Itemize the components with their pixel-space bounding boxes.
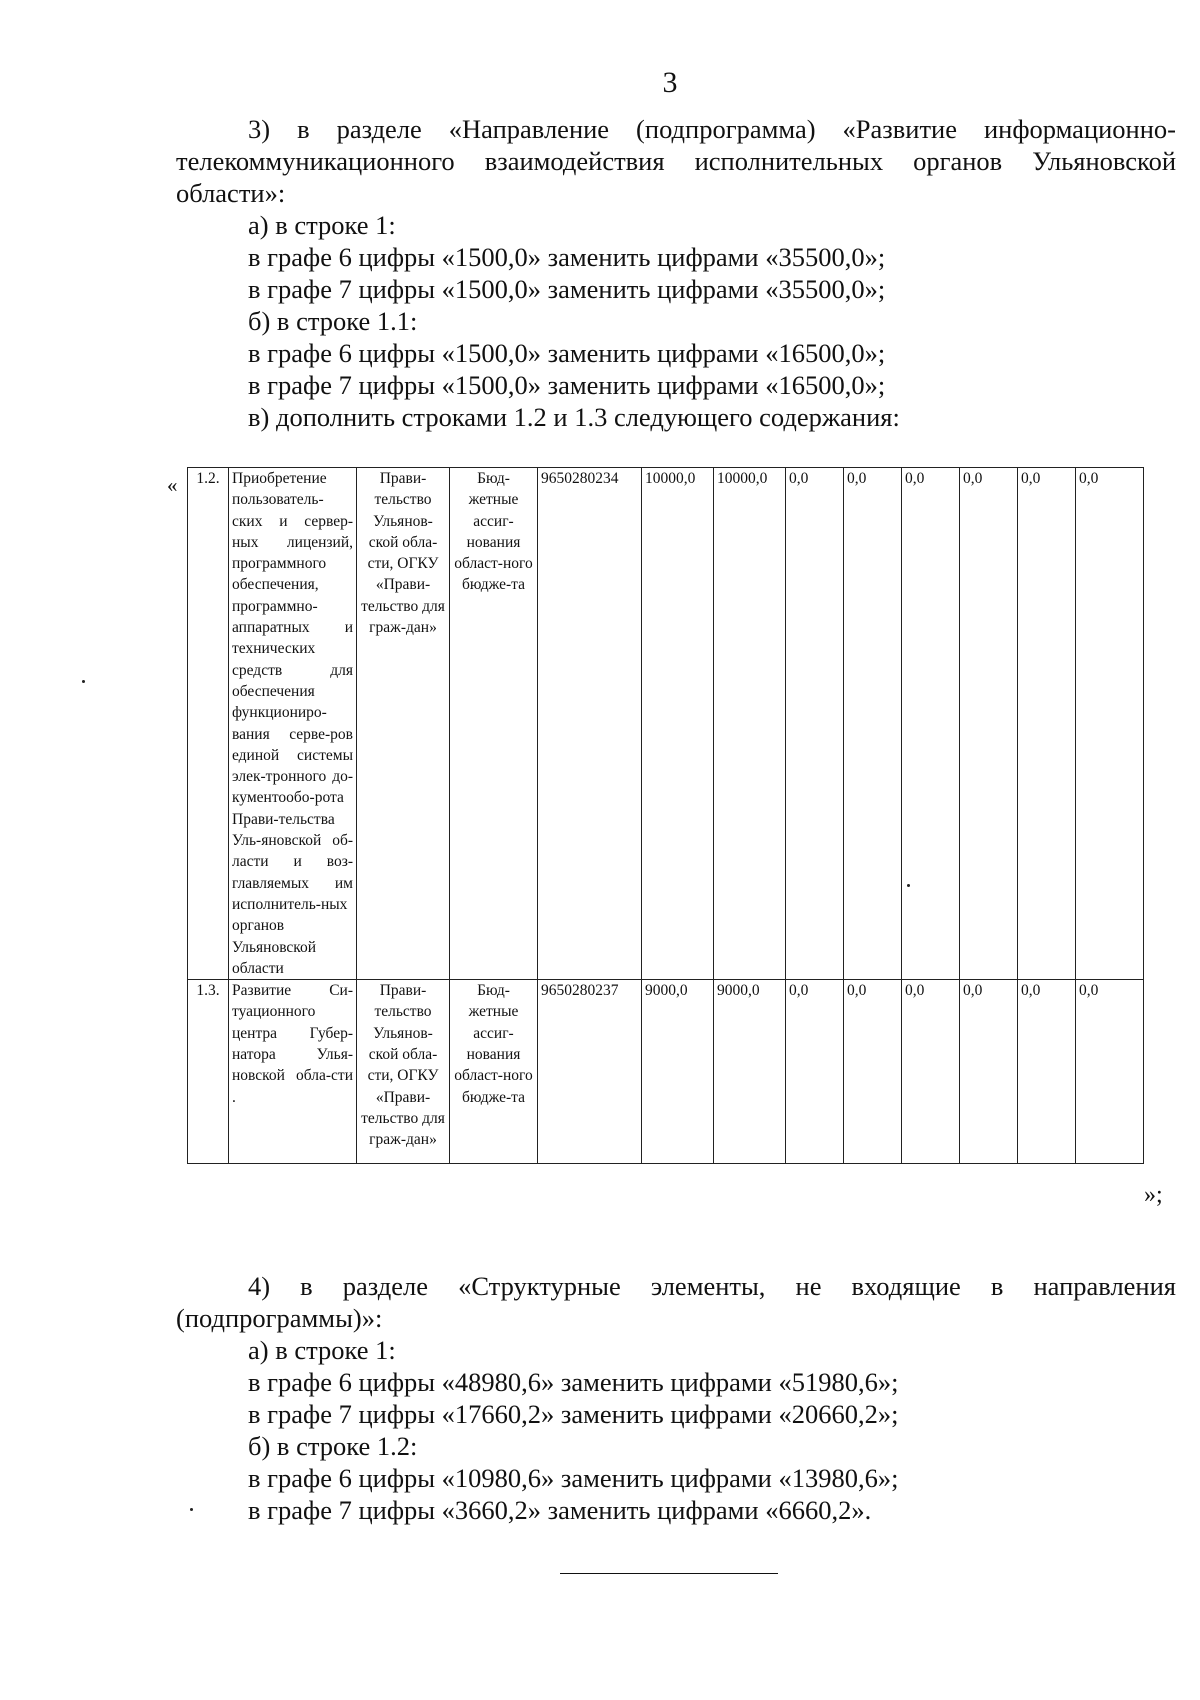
inserted-rows-table: [187, 467, 1144, 1164]
scan-speck: [190, 1508, 193, 1511]
row-value: 10000,0: [642, 468, 714, 980]
row-executor: Прави-тельство Ульянов-ской обла-сти, ОГКУ «Прави-тельство для граж-дан»: [357, 980, 450, 1164]
clause-b: б) в строке 1.1:: [248, 306, 418, 336]
row-funding-source: Бюд-жетные ассиг-нования област-ного бюдже-та: [450, 980, 538, 1164]
section-3-heading: 3) в разделе «Направление (подпрограмма) «Развитие информационно-телекоммуникационного взаимодействия исполнительных органов Ульяновской области»:: [176, 114, 1176, 208]
clause-a-col7: в графе 7 цифры «1500,0» заменить цифрами «35500,0»;: [248, 274, 886, 304]
row-value: 0,0: [1076, 468, 1144, 980]
clause-b-col6: в графе 6 цифры «1500,0» заменить цифрами «16500,0»;: [248, 338, 886, 368]
row-value: 0,0: [902, 980, 960, 1164]
end-rule: [560, 1573, 778, 1574]
row-code: 9650280237: [538, 980, 642, 1164]
row-executor: Прави-тельство Ульянов-ской обла-сти, ОГКУ «Прави-тельство для граж-дан»: [357, 468, 450, 980]
row-code: 9650280234: [538, 468, 642, 980]
clause-v: в) дополнить строками 1.2 и 1.3 следующего содержания:: [248, 402, 900, 432]
row-value: 0,0: [786, 980, 844, 1164]
clause-a-col6: в графе 6 цифры «48980,6» заменить цифрами «51980,6»;: [248, 1367, 899, 1397]
section-4-heading: 4) в разделе «Структурные элементы, не входящие в направления (подпрограммы)»:: [176, 1271, 1176, 1333]
row-value: 0,0: [960, 468, 1018, 980]
row-funding-source: Бюд-жетные ассиг-нования област-ного бюдже-та: [450, 468, 538, 980]
amendment-section-3: [176, 113, 1176, 433]
row-value: 0,0: [844, 980, 902, 1164]
row-value: 0,0: [844, 468, 902, 980]
clause-b: б) в строке 1.2:: [248, 1431, 418, 1461]
closing-quote: »;: [1144, 1182, 1163, 1208]
clause-a-col7: в графе 7 цифры «17660,2» заменить цифрами «20660,2»;: [248, 1399, 899, 1429]
row-value: 0,0: [1018, 468, 1076, 980]
clause-b-col6: в графе 6 цифры «10980,6» заменить цифрами «13980,6»;: [248, 1463, 899, 1493]
row-number: 1.2.: [188, 468, 229, 980]
amendment-section-4: [176, 1270, 1176, 1526]
table-row: [188, 468, 1144, 980]
row-value: 9000,0: [714, 980, 786, 1164]
row-number: 1.3.: [188, 980, 229, 1164]
row-value: 0,0: [1076, 980, 1144, 1164]
row-value: 0,0: [1018, 980, 1076, 1164]
row-value: 0,0: [960, 980, 1018, 1164]
row-value: 0,0: [902, 468, 960, 980]
page-number: 3: [662, 66, 678, 99]
row-name: Приобретение пользователь-ских и сервер-ных лицензий, программного обеспечения, программно-аппаратных и технических средств для обеспечения функциониро-вания серве-ров единой системы элек-тронного до-кументообо-рота Прави-тельства Уль-яновской об-ласти и воз-главляемых им исполнитель-ных органов Ульяновской области: [229, 468, 357, 980]
row-value: 9000,0: [642, 980, 714, 1164]
clause-b-col7: в графе 7 цифры «1500,0» заменить цифрами «16500,0»;: [248, 370, 886, 400]
row-value: 10000,0: [714, 468, 786, 980]
scan-speck: [907, 884, 910, 887]
opening-quote: «: [167, 473, 178, 497]
clause-a: а) в строке 1:: [248, 210, 396, 240]
row-value: 0,0: [786, 468, 844, 980]
row-name: Развитие Си-туационного центра Губер-натора Улья-новской обла-сти .: [229, 980, 357, 1164]
clause-a: а) в строке 1:: [248, 1335, 396, 1365]
clause-b-col7: в графе 7 цифры «3660,2» заменить цифрами «6660,2».: [248, 1495, 872, 1525]
table-row: [188, 980, 1144, 1164]
scan-speck: [82, 680, 85, 683]
clause-a-col6: в графе 6 цифры «1500,0» заменить цифрами «35500,0»;: [248, 242, 886, 272]
